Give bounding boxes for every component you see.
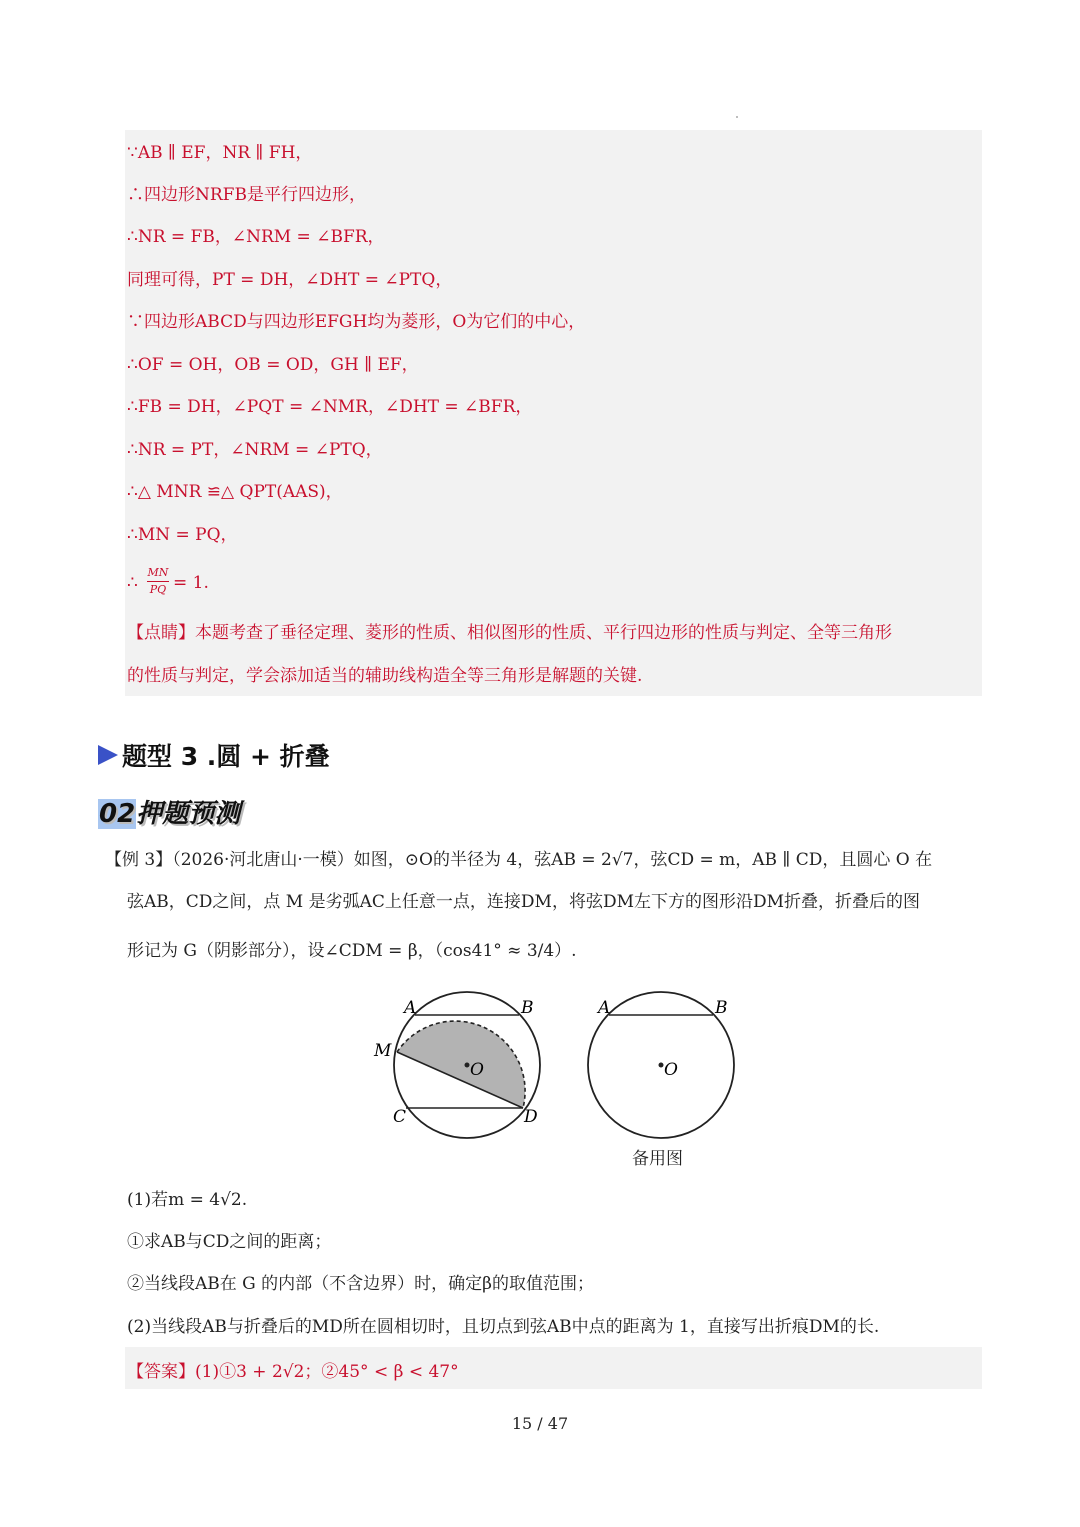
question-line: 【例 3】（2026·河北唐山·一模）如图，⊙O的半径为 4，弦AB = 2√7，弦CD = m，AB ∥ CD，且圆心 O 在 xyxy=(105,850,933,870)
center-dot-spare xyxy=(659,1063,664,1068)
question-part: (1)若m = 4√2. xyxy=(127,1190,248,1210)
label-c: C xyxy=(393,1107,407,1127)
solution-line: 同理可得，PT = DH，∠DHT = ∠PTQ， xyxy=(127,270,453,290)
circle-figure xyxy=(360,985,760,1145)
fraction-bar xyxy=(147,581,169,582)
solution-line: ∴NR = FB，∠NRM = ∠BFR， xyxy=(127,227,385,247)
solution-line: ∴NR = PT，∠NRM = ∠PTQ， xyxy=(127,440,383,460)
section-header xyxy=(98,738,330,772)
section-title: 题型 3 .圆 + 折叠 xyxy=(122,742,330,771)
label-a-spare: A xyxy=(598,998,611,1018)
page-number: 15 / 47 xyxy=(511,1414,569,1433)
scan-dot xyxy=(736,116,738,118)
question-part: ①求AB与CD之间的距离； xyxy=(127,1232,332,1252)
label-b-spare: B xyxy=(715,998,728,1018)
fraction xyxy=(147,566,169,597)
solution-line: ∴OF = OH，OB = OD，GH ∥ EF， xyxy=(127,355,419,375)
solution-line: ∴ xyxy=(127,573,138,593)
fraction-denominator: PQ xyxy=(149,583,167,596)
solution-line: ∴△ MNR ≌△ QPT(AAS)， xyxy=(127,482,343,502)
comment-line: 【点睛】本题考查了垂径定理、菱形的性质、相似图形的性质、平行四边形的性质与判定、全等三角形 xyxy=(127,623,892,643)
figure-caption: 备用图 xyxy=(632,1149,683,1169)
label-d: D xyxy=(524,1107,538,1127)
label-o: O xyxy=(470,1060,484,1080)
label-m: M xyxy=(374,1041,392,1061)
solution-line: ∵四边形ABCD与四边形EFGH均为菱形，O为它们的中心， xyxy=(127,312,586,332)
play-triangle-icon xyxy=(98,745,118,765)
predict-badge xyxy=(98,793,240,830)
question-part: ②当线段AB在 G 的内部（不含边界）时，确定β的取值范围； xyxy=(127,1274,594,1294)
answer-line: 【答案】(1)①3 + 2√2；②45° < β < 47° xyxy=(127,1362,459,1382)
shaded-region-g xyxy=(397,1021,525,1108)
center-dot xyxy=(465,1063,470,1068)
comment-line: 的性质与判定，学会添加适当的辅助线构造全等三角形是解题的关键. xyxy=(127,666,643,686)
solution-line: = 1. xyxy=(173,573,209,593)
solution-line: ∴四边形NRFB是平行四边形， xyxy=(127,185,366,205)
fraction-numerator: MN xyxy=(147,566,169,579)
solution-line: ∴MN = PQ， xyxy=(127,525,238,545)
label-a: A xyxy=(404,998,417,1018)
question-line: 弦AB，CD之间，点 M 是劣弧AC上任意一点，连接DM，将弦DM左下方的图形沿DM折叠，折叠后的图 xyxy=(127,892,921,912)
badge-text: 押题预测 xyxy=(136,799,241,829)
solution-line: ∴FB = DH，∠PQT = ∠NMR，∠DHT = ∠BFR， xyxy=(127,397,533,417)
question-line: 形记为 G（阴影部分），设∠CDM = β，（cos41° ≈ 3/4）. xyxy=(127,941,577,961)
label-o-spare: O xyxy=(664,1060,678,1080)
question-part: (2)当线段AB与折叠后的MD所在圆相切时，且切点到弦AB中点的距离为 1，直接写出折痕DM的长. xyxy=(127,1317,880,1337)
label-b: B xyxy=(521,998,534,1018)
badge-number: 02 xyxy=(99,799,136,829)
solution-line: ∵AB ∥ EF，NR ∥ FH， xyxy=(127,143,313,163)
